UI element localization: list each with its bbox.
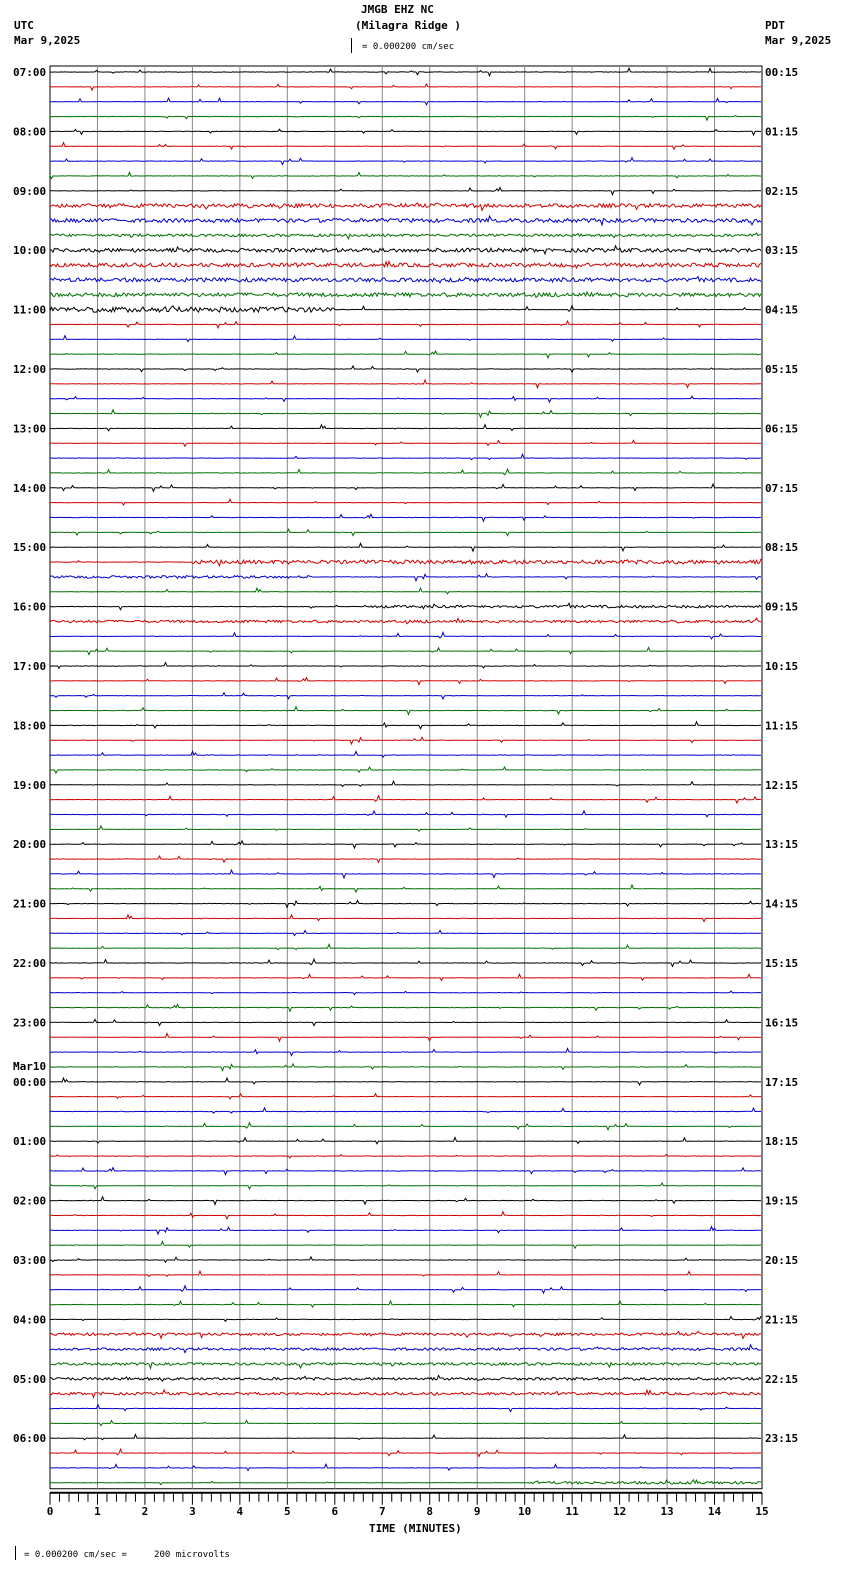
trace-line	[50, 974, 761, 980]
trace-line	[50, 1227, 761, 1235]
utc-hour-label: 22:00	[13, 957, 47, 970]
trace-line	[50, 1420, 761, 1425]
utc-hour-label: 07:00	[13, 66, 47, 79]
trace-line	[50, 246, 761, 254]
trace-line	[50, 261, 761, 268]
trace-line	[50, 1257, 761, 1262]
trace-line	[50, 1183, 761, 1189]
trace-line	[50, 98, 761, 105]
trace-line	[50, 188, 761, 195]
station-subtitle: (Milagra Ridge )	[355, 19, 461, 32]
trace-line	[50, 129, 761, 135]
trace-line	[50, 143, 761, 150]
trace-line	[50, 751, 761, 757]
trace-line	[50, 915, 761, 922]
trace-line	[50, 1464, 761, 1470]
utc-hour-label: 17:00	[13, 660, 47, 673]
trace-line	[50, 529, 761, 535]
trace-line	[50, 559, 761, 566]
trace-line	[50, 1405, 761, 1412]
left-timezone: UTC	[14, 19, 34, 32]
pdt-hour-label: 17:15	[765, 1075, 799, 1089]
trace-line	[50, 870, 761, 878]
trace-line	[50, 116, 761, 121]
utc-hour-label: 13:00	[13, 422, 47, 436]
trace-line	[50, 1286, 761, 1293]
trace-line	[50, 1345, 761, 1353]
pdt-hour-label: 22:15	[765, 1372, 799, 1386]
utc-hour-label: 23:00	[13, 1016, 47, 1030]
utc-hour-label: 15:00	[13, 541, 47, 555]
pdt-hour-label: 20:15	[765, 1254, 799, 1267]
pdt-hour-label: 08:15	[765, 541, 799, 555]
pdt-hour-label: 10:15	[765, 660, 799, 673]
trace-line	[50, 1033, 761, 1041]
trace-line	[50, 68, 761, 76]
x-tick-label: 3	[189, 1504, 196, 1518]
trace-line	[50, 722, 761, 729]
station-title: JMGB EHZ NC	[361, 3, 434, 16]
trace-line	[50, 991, 761, 995]
trace-line	[50, 1301, 761, 1307]
x-tick-label: 15	[755, 1504, 769, 1518]
trace-line	[50, 440, 761, 446]
utc-hour-label: 06:00	[13, 1432, 47, 1446]
trace-line	[50, 306, 761, 312]
trace-line	[50, 84, 761, 90]
trace-line	[50, 1004, 761, 1011]
x-tick-label: 2	[141, 1504, 149, 1518]
utc-hour-label: 21:00	[13, 897, 47, 911]
trace-line	[50, 1242, 761, 1249]
pdt-hour-label: 23:15	[765, 1432, 799, 1446]
x-tick-label: 12	[612, 1504, 627, 1518]
trace-line	[50, 856, 761, 862]
trace-line	[50, 1108, 761, 1113]
trace-line	[50, 380, 761, 388]
utc-hour-label: 11:00	[13, 303, 47, 317]
trace-line	[50, 737, 761, 744]
trace-line	[50, 351, 761, 358]
trace-line	[50, 663, 761, 669]
x-tick-label: 14	[707, 1504, 722, 1518]
trace-line	[50, 1363, 761, 1369]
trace-line	[50, 1212, 761, 1219]
trace-line	[50, 707, 761, 715]
pdt-hour-label: 06:15	[765, 422, 799, 436]
x-tick-label: 5	[284, 1504, 291, 1518]
trace-line	[50, 499, 761, 505]
trace-line	[50, 396, 761, 402]
x-tick-label: 1	[94, 1504, 101, 1518]
trace-line	[50, 767, 761, 773]
trace-line	[50, 366, 761, 372]
trace-line	[50, 1048, 761, 1055]
trace-line	[50, 1331, 761, 1338]
pdt-hour-label: 11:15	[765, 719, 799, 733]
pdt-hour-label: 18:15	[765, 1135, 799, 1149]
trace-line	[50, 588, 761, 594]
trace-line	[50, 678, 761, 685]
date-change-label: Mar10	[13, 1059, 47, 1073]
utc-hour-label: 00:00	[13, 1075, 47, 1089]
trace-line	[50, 811, 761, 817]
x-tick-label: 10	[518, 1504, 532, 1518]
left-date: Mar 9,2025	[14, 34, 81, 47]
scale-label: = 0.000200 cm/sec	[362, 42, 455, 52]
pdt-hour-label: 03:15	[765, 244, 799, 258]
utc-hour-label: 02:00	[13, 1194, 47, 1208]
trace-line	[50, 203, 761, 211]
utc-hour-label: 04:00	[13, 1313, 47, 1327]
utc-hour-label: 10:00	[13, 244, 47, 258]
utc-hour-label: 03:00	[13, 1254, 47, 1267]
trace-line	[50, 336, 761, 342]
utc-hour-label: 05:00	[13, 1372, 47, 1386]
trace-line	[50, 648, 761, 655]
trace-line	[50, 959, 761, 966]
trace-line	[50, 841, 761, 848]
x-tick-label: 7	[378, 1504, 386, 1518]
trace-line	[50, 321, 761, 328]
trace-line	[50, 603, 761, 609]
trace-line	[50, 693, 761, 699]
trace-line	[50, 796, 761, 803]
trace-line	[50, 1064, 761, 1071]
trace-line	[50, 1197, 761, 1205]
utc-hour-label: 20:00	[13, 838, 47, 852]
right-timezone: PDT	[765, 19, 785, 32]
x-tick-label: 9	[473, 1504, 481, 1518]
pdt-hour-label: 01:15	[765, 125, 799, 139]
pdt-hour-label: 02:15	[765, 184, 799, 198]
trace-line	[50, 1316, 761, 1321]
pdt-hour-label: 19:15	[765, 1194, 799, 1208]
pdt-hour-label: 05:15	[765, 363, 799, 376]
utc-hour-label: 16:00	[13, 600, 47, 614]
x-tick-label: 0	[46, 1504, 54, 1518]
trace-line	[50, 233, 761, 239]
trace-line	[50, 1449, 761, 1456]
pdt-hour-label: 13:15	[765, 838, 799, 852]
pdt-hour-label: 00:15	[765, 66, 799, 79]
trace-line	[50, 781, 761, 786]
x-tick-label: 11	[565, 1504, 579, 1518]
trace-line	[50, 543, 761, 551]
trace-line	[50, 514, 761, 521]
pdt-hour-label: 16:15	[765, 1016, 799, 1030]
trace-line	[50, 944, 761, 949]
x-axis-label: TIME (MINUTES)	[369, 1522, 462, 1535]
trace-line	[50, 469, 761, 475]
trace-line	[50, 484, 761, 491]
footer-scale-bar-icon	[15, 1546, 16, 1560]
right-date: Mar 9,2025	[765, 34, 832, 47]
x-tick-label: 13	[660, 1504, 674, 1518]
utc-hour-label: 01:00	[13, 1135, 47, 1149]
trace-line	[50, 1375, 761, 1381]
trace-line	[50, 292, 761, 297]
trace-line	[50, 1155, 761, 1159]
trace-line	[50, 454, 761, 459]
trace-line	[50, 216, 761, 225]
trace-line	[50, 1390, 761, 1398]
utc-hour-label: 18:00	[13, 719, 47, 733]
trace-line	[50, 632, 761, 639]
trace-line	[50, 277, 761, 283]
trace-line	[50, 1078, 761, 1085]
trace-line	[50, 1168, 761, 1175]
trace-line	[50, 1123, 761, 1130]
utc-hour-label: 14:00	[13, 481, 47, 495]
pdt-hour-label: 12:15	[765, 778, 799, 792]
pdt-hour-label: 04:15	[765, 303, 799, 317]
utc-hour-label: 19:00	[13, 778, 47, 792]
trace-line	[50, 158, 761, 165]
utc-hour-label: 09:00	[13, 184, 47, 198]
trace-line	[50, 425, 761, 431]
trace-line	[50, 618, 761, 624]
trace-line	[50, 1138, 761, 1144]
trace-line	[50, 826, 761, 831]
x-tick-label: 4	[236, 1504, 244, 1518]
pdt-hour-label: 15:15	[765, 957, 799, 970]
x-tick-label: 8	[426, 1504, 434, 1518]
trace-line	[50, 901, 761, 908]
pdt-hour-label: 09:15	[765, 600, 799, 614]
pdt-hour-label: 07:15	[765, 481, 799, 495]
trace-line	[50, 574, 761, 581]
trace-line	[50, 1480, 761, 1485]
pdt-hour-label: 14:15	[765, 897, 799, 911]
pdt-hour-label: 21:15	[765, 1313, 799, 1327]
utc-hour-label: 08:00	[13, 125, 47, 139]
x-tick-label: 6	[331, 1504, 339, 1518]
trace-line	[50, 930, 761, 935]
trace-line	[50, 1435, 761, 1440]
trace-line	[50, 1019, 761, 1025]
trace-line	[50, 1094, 761, 1099]
trace-line	[50, 410, 761, 418]
footer-scale-label: = 0.000200 cm/sec = 200 microvolts	[24, 1550, 230, 1560]
trace-line	[50, 1271, 761, 1276]
trace-line	[50, 885, 761, 892]
utc-hour-label: 12:00	[13, 363, 47, 376]
trace-line	[50, 172, 761, 178]
